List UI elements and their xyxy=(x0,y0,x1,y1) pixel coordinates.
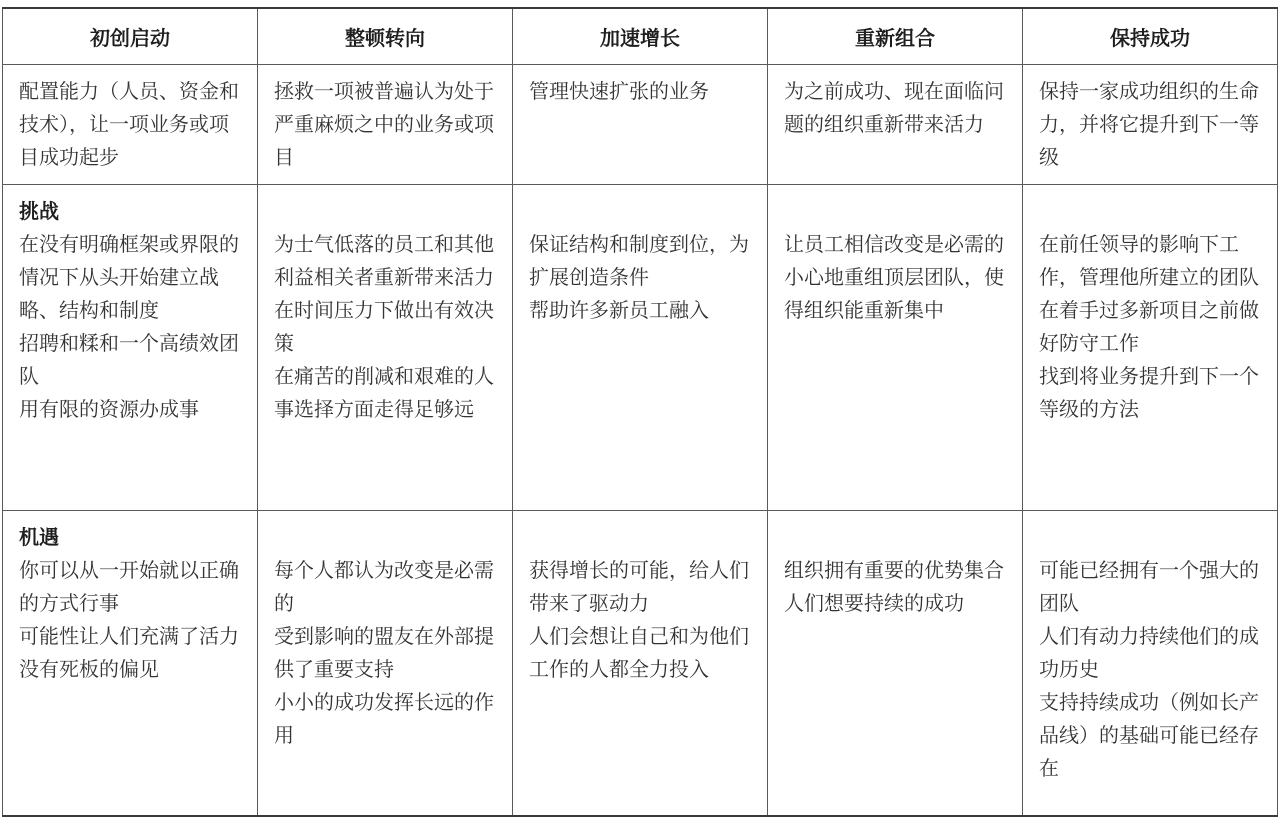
opportunity-cell xyxy=(258,510,513,816)
opportunity-item: 每个人都认为改变是必需的 xyxy=(274,557,494,615)
opportunity-cell xyxy=(3,510,258,816)
challenge-cell xyxy=(1023,184,1278,510)
challenge-cell xyxy=(768,184,1023,510)
opportunity-cell xyxy=(513,510,768,816)
description-cell: 保持一家成功组织的生命力，并将它提升到下一等级 xyxy=(1023,64,1278,184)
opportunity-item: 人们会想让自己和为他们工作的人都全力投入 xyxy=(529,623,749,681)
challenge-row xyxy=(3,184,1278,510)
opportunity-label: 机遇 xyxy=(19,524,59,549)
challenge-item: 让员工相信改变是必需的 xyxy=(784,231,1004,256)
section-spacer xyxy=(784,521,1008,554)
opportunity-item: 没有死板的偏见 xyxy=(19,656,159,681)
column-header-realignment: 重新组合 xyxy=(768,8,1023,64)
description-cell: 管理快速扩张的业务 xyxy=(513,64,768,184)
challenge-item: 在痛苦的削减和艰难的人事选择方面走得足够远 xyxy=(274,363,494,421)
section-spacer xyxy=(1039,195,1263,228)
opportunity-item: 受到影响的盟友在外部提供了重要支持 xyxy=(274,623,494,681)
opportunity-item: 组织拥有重要的优势集合 xyxy=(784,557,1004,582)
description-row xyxy=(3,64,1278,184)
column-header-turnaround: 整顿转向 xyxy=(258,8,513,64)
opportunity-item: 可能已经拥有一个强大的团队 xyxy=(1039,557,1259,615)
challenge-cell xyxy=(3,184,258,510)
opportunity-row xyxy=(3,510,1278,816)
challenge-item: 在时间压力下做出有效决策 xyxy=(274,297,494,355)
challenge-item: 小心地重组顶层团队，使得组织能重新集中 xyxy=(784,264,1004,322)
section-spacer xyxy=(1039,521,1263,554)
challenge-item: 为士气低落的员工和其他利益相关者重新带来活力 xyxy=(274,231,494,289)
challenge-item: 用有限的资源办成事 xyxy=(19,396,199,421)
opportunity-item: 人们想要持续的成功 xyxy=(784,590,964,615)
challenge-item: 帮助许多新员工融入 xyxy=(529,297,709,322)
section-spacer xyxy=(529,195,753,228)
challenge-item: 找到将业务提升到下一个等级的方法 xyxy=(1039,363,1259,421)
opportunity-item: 你可以从一开始就以正确的方式行事 xyxy=(19,557,239,615)
challenge-cell xyxy=(258,184,513,510)
challenge-item: 在没有明确框架或界限的情况下从头开始建立战略、结构和制度 xyxy=(19,231,239,322)
opportunity-item: 人们有动力持续他们的成功历史 xyxy=(1039,623,1259,681)
description-cell: 配置能力（人员、资金和技术），让一项业务或项目成功起步 xyxy=(3,64,258,184)
challenge-item: 招聘和糅和一个高绩效团队 xyxy=(19,330,239,388)
section-spacer xyxy=(274,521,498,554)
section-spacer xyxy=(274,195,498,228)
section-spacer xyxy=(529,521,753,554)
column-header-accelerated-growth: 加速增长 xyxy=(513,8,768,64)
opportunity-item: 获得增长的可能，给人们带来了驱动力 xyxy=(529,557,749,615)
challenge-item: 在着手过多新项目之前做好防守工作 xyxy=(1039,297,1259,355)
description-cell: 拯救一项被普遍认为处于严重麻烦之中的业务或项目 xyxy=(258,64,513,184)
column-header-sustaining-success: 保持成功 xyxy=(1023,8,1278,64)
challenge-item: 保证结构和制度到位，为扩展创造条件 xyxy=(529,231,749,289)
section-spacer xyxy=(784,195,1008,228)
challenge-label: 挑战 xyxy=(19,198,59,223)
challenge-cell xyxy=(513,184,768,510)
opportunity-item: 支持持续成功（例如长产品线）的基础可能已经存在 xyxy=(1039,689,1259,780)
opportunity-item: 小小的成功发挥长远的作用 xyxy=(274,689,494,747)
opportunity-item: 可能性让人们充满了活力 xyxy=(19,623,239,648)
opportunity-cell xyxy=(1023,510,1278,816)
challenge-item: 在前任领导的影响下工作，管理他所建立的团队 xyxy=(1039,231,1259,289)
st4rs-comparison-table xyxy=(2,7,1278,817)
header-row xyxy=(3,8,1278,64)
description-cell: 为之前成功、现在面临问题的组织重新带来活力 xyxy=(768,64,1023,184)
column-header-startup: 初创启动 xyxy=(3,8,258,64)
opportunity-cell xyxy=(768,510,1023,816)
